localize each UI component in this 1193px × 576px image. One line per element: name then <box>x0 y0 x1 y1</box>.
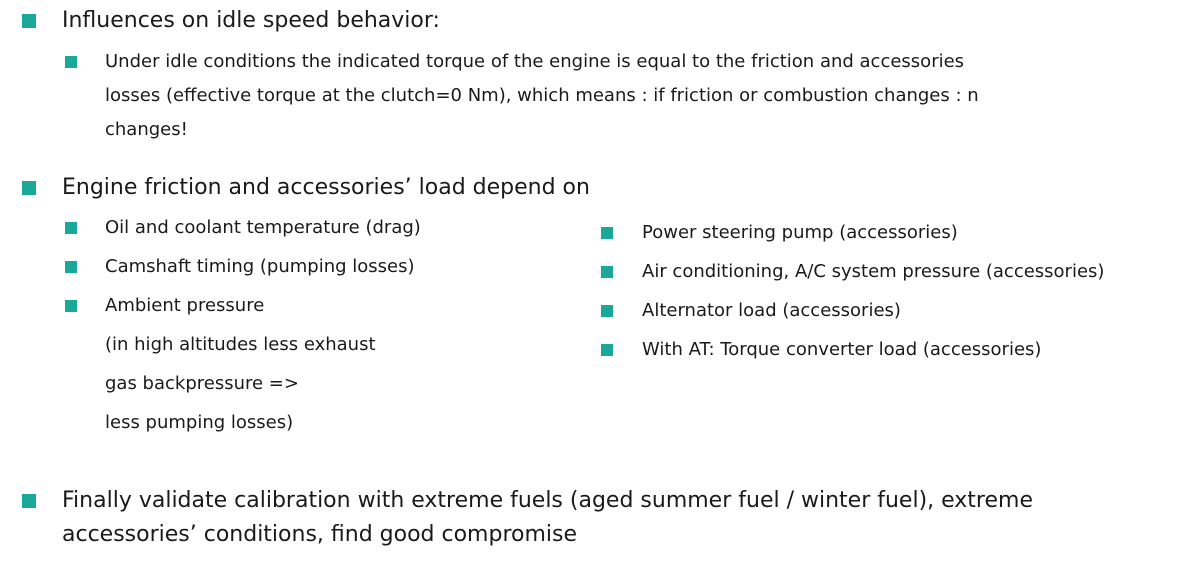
finally-validate-line-2: accessories’ conditions, find good compromise <box>62 522 578 547</box>
finally-validate-line-1: Finally validate calibration with extreme fuels (aged summer fuel / winter fuel), extreme <box>62 488 1033 513</box>
level2-bullet-air-conditioning <box>601 266 613 278</box>
ambient-note-line-3: less pumping losses) <box>105 412 294 433</box>
heading-finally-validate <box>62 484 1033 552</box>
level2-bullet-alternator <box>601 305 613 317</box>
idle-conditions-text <box>105 45 979 147</box>
idle-conditions-line-1: Under idle conditions the indicated torque of the engine is equal to the friction and accessories <box>105 51 965 72</box>
idle-conditions-line-2: losses (effective torque at the clutch=0 Nm), which means : if friction or combustion changes : n <box>105 85 979 106</box>
level1-bullet-3 <box>22 494 36 508</box>
level2-bullet-ambient <box>65 300 77 312</box>
item-ambient-pressure: Ambient pressure <box>105 295 265 316</box>
item-camshaft-timing: Camshaft timing (pumping losses) <box>105 256 415 277</box>
level2-bullet-camshaft <box>65 261 77 273</box>
level2-bullet-power-steering <box>601 227 613 239</box>
ambient-note-line-1: (in high altitudes less exhaust <box>105 334 376 355</box>
level1-bullet-2 <box>22 181 36 195</box>
item-oil-coolant-temperature: Oil and coolant temperature (drag) <box>105 217 421 238</box>
heading-influences-idle-speed: Influences on idle speed behavior: <box>62 8 440 33</box>
item-alternator-load: Alternator load (accessories) <box>642 300 901 321</box>
item-torque-converter-load: With AT: Torque converter load (accessories) <box>642 339 1042 360</box>
item-power-steering-pump: Power steering pump (accessories) <box>642 222 958 243</box>
level2-bullet-torque-converter <box>601 344 613 356</box>
item-air-conditioning: Air conditioning, A/C system pressure (accessories) <box>642 261 1105 282</box>
level1-bullet-1 <box>22 14 36 28</box>
heading-engine-friction: Engine friction and accessories’ load depend on <box>62 175 590 200</box>
idle-conditions-line-3: changes! <box>105 119 188 140</box>
level2-bullet-oil-coolant <box>65 222 77 234</box>
level2-bullet-idle-conditions <box>65 56 77 68</box>
ambient-note-line-2: gas backpressure => <box>105 373 299 394</box>
